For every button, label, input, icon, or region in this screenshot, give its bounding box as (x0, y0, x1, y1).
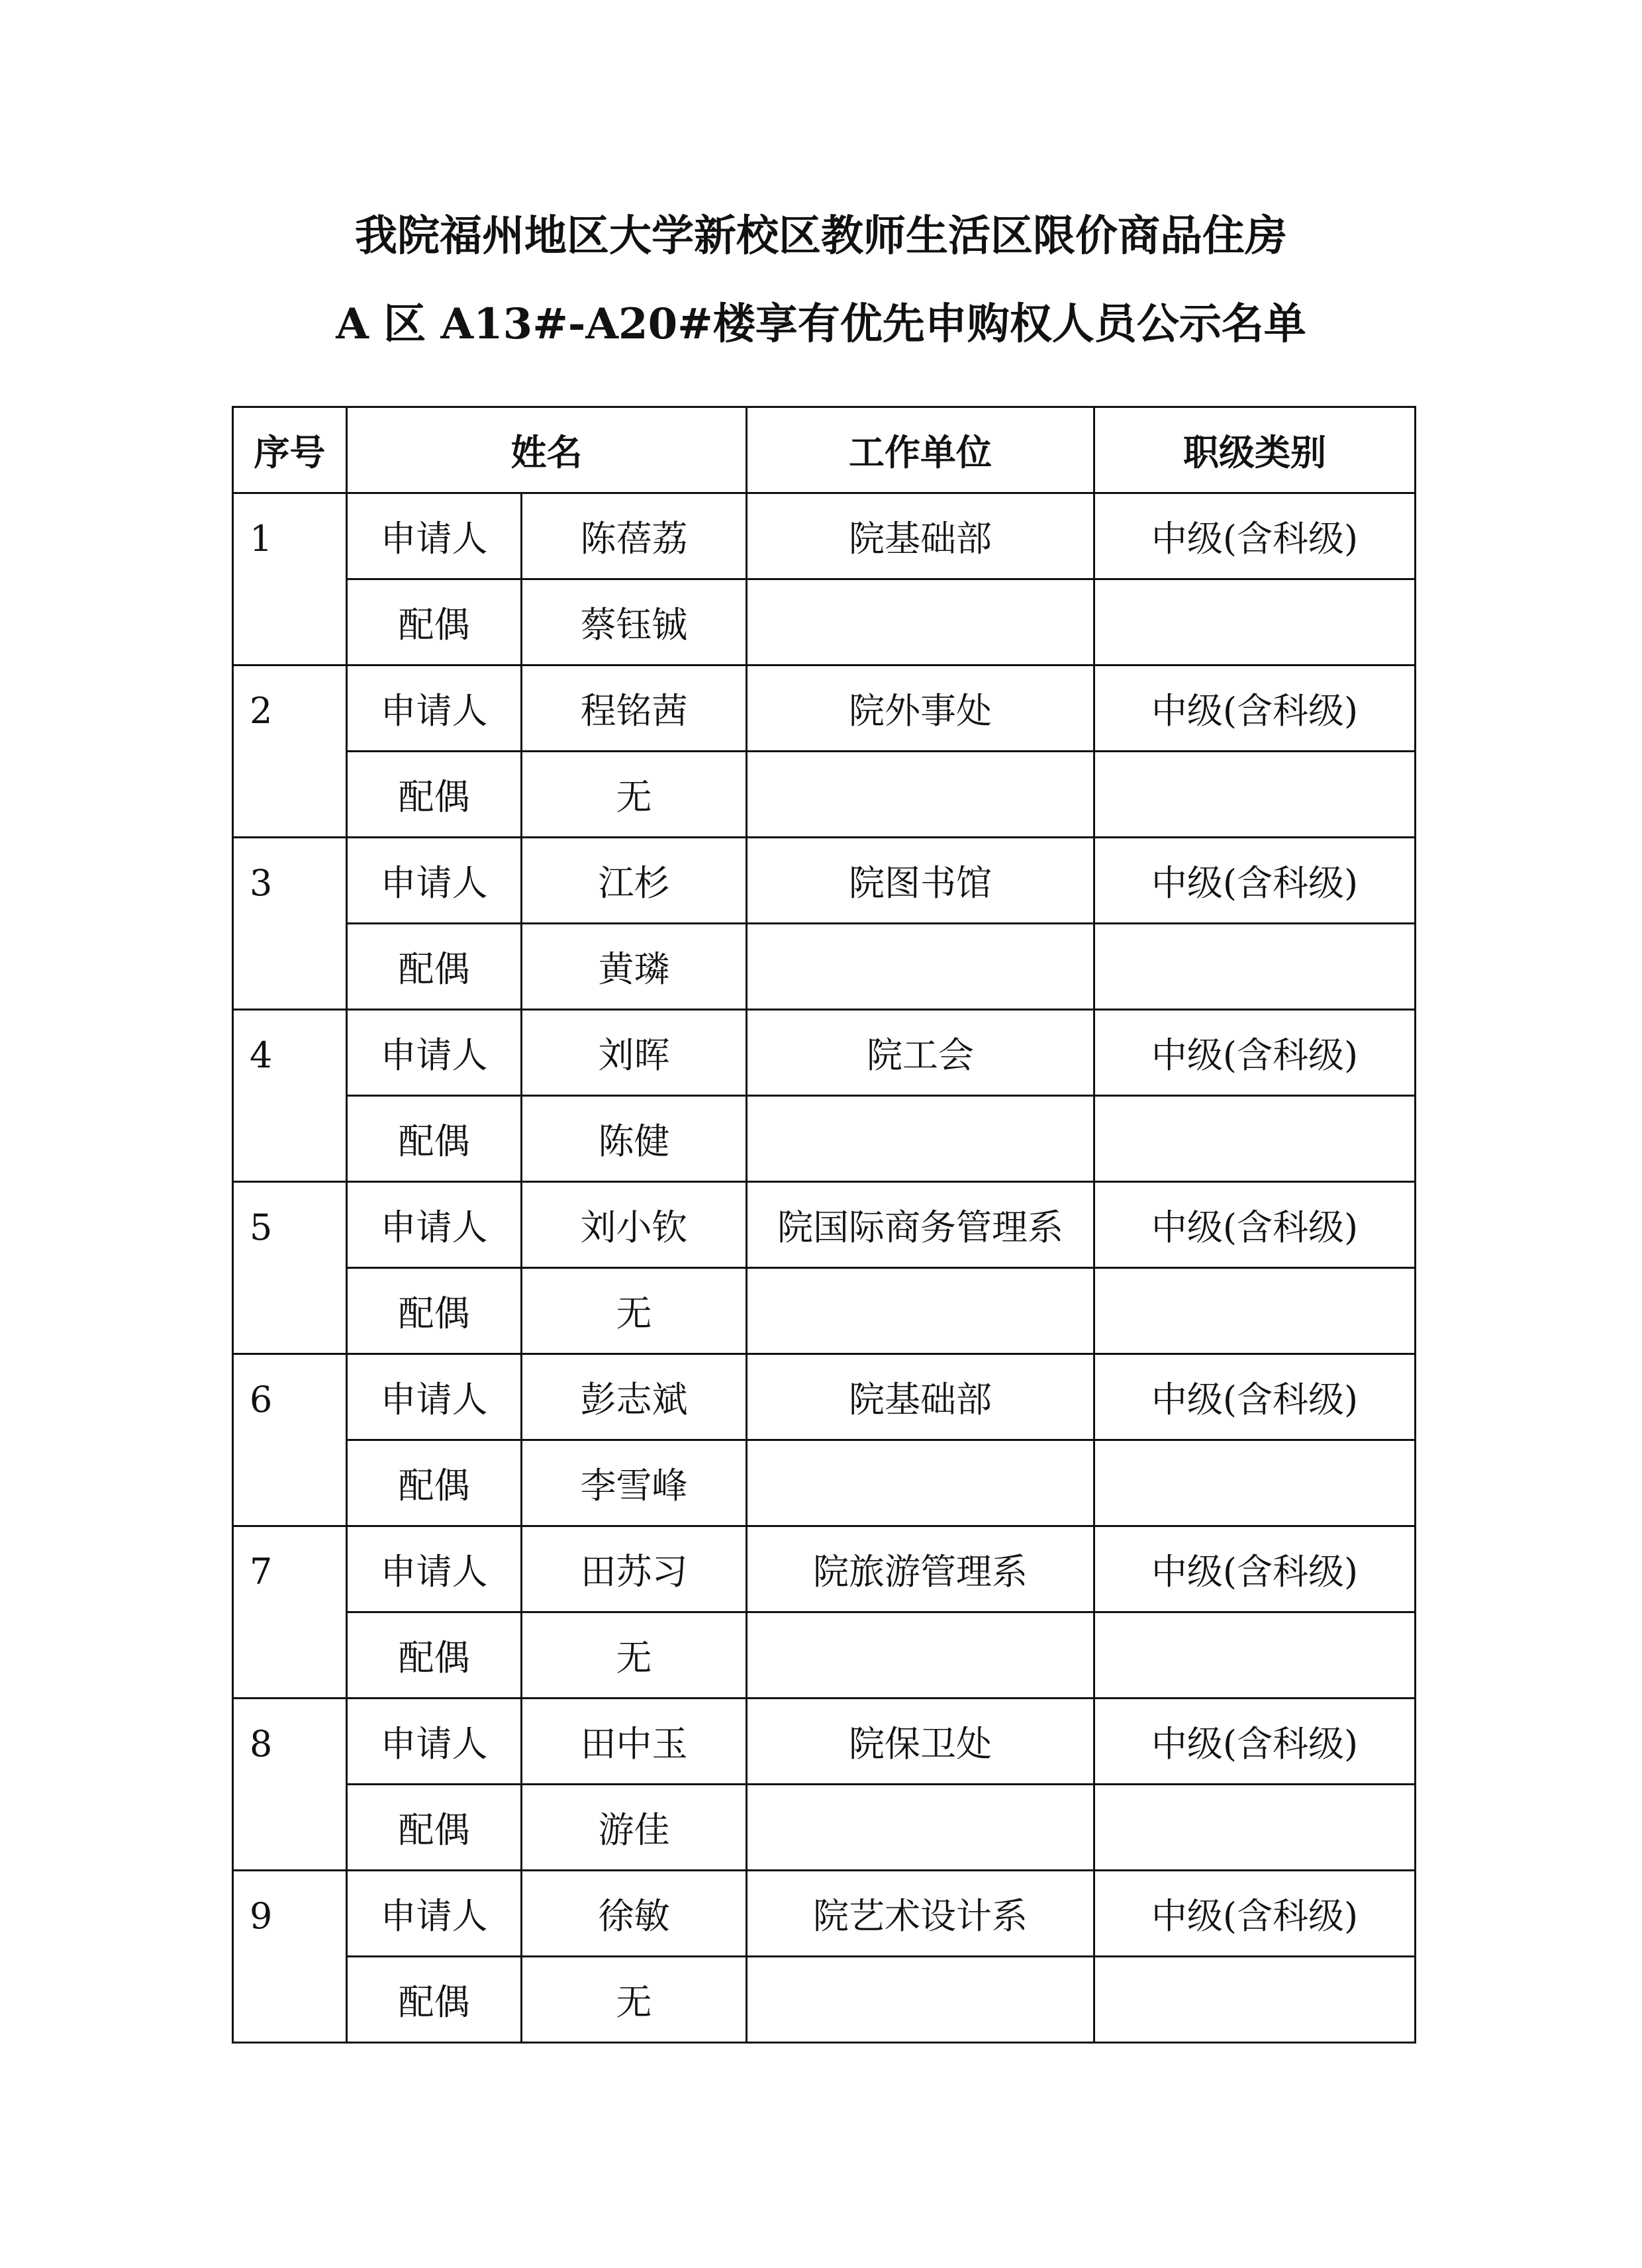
roster-body (233, 493, 1416, 2043)
table-row-applicant (233, 493, 1416, 579)
cell-seq: 9 (233, 1871, 347, 2043)
cell-applicant-name: 刘小钦 (522, 1182, 747, 1268)
cell-applicant-name: 陈蓓荔 (522, 493, 747, 579)
table-row-spouse (233, 1612, 1416, 1699)
cell-role-applicant: 申请人 (347, 493, 522, 579)
cell-spouse-rank-empty (1094, 1612, 1416, 1699)
cell-work-unit: 院基础部 (747, 1354, 1094, 1440)
cell-spouse-rank-empty (1094, 752, 1416, 838)
cell-applicant-name: 程铭茜 (522, 666, 747, 752)
cell-work-unit: 院保卫处 (747, 1699, 1094, 1785)
cell-role-spouse: 配偶 (347, 1096, 522, 1182)
cell-rank: 中级(含科级) (1094, 838, 1416, 924)
cell-applicant-name: 徐敏 (522, 1871, 747, 1957)
cell-role-applicant: 申请人 (347, 1182, 522, 1268)
cell-spouse-unit-empty (747, 1957, 1094, 2043)
cell-seq: 4 (233, 1010, 347, 1182)
cell-role-applicant: 申请人 (347, 1871, 522, 1957)
cell-applicant-name: 彭志斌 (522, 1354, 747, 1440)
cell-role-applicant: 申请人 (347, 838, 522, 924)
cell-rank: 中级(含科级) (1094, 1354, 1416, 1440)
cell-role-applicant: 申请人 (347, 1699, 522, 1785)
cell-seq: 8 (233, 1699, 347, 1871)
cell-role-spouse: 配偶 (347, 579, 522, 666)
cell-spouse-unit-empty (747, 752, 1094, 838)
cell-spouse-rank-empty (1094, 1268, 1416, 1354)
table-row-applicant (233, 1871, 1416, 1957)
cell-seq: 1 (233, 493, 347, 666)
cell-role-applicant: 申请人 (347, 666, 522, 752)
cell-rank: 中级(含科级) (1094, 1699, 1416, 1785)
header-seq: 序号 (233, 407, 347, 493)
table-row-spouse (233, 1957, 1416, 2043)
header-rank: 职级类别 (1094, 407, 1416, 493)
cell-spouse-rank-empty (1094, 1096, 1416, 1182)
document-title-line-1: 我院福州地区大学新校区教师生活区限价商品住房 (355, 211, 1287, 261)
cell-work-unit: 院旅游管理系 (747, 1526, 1094, 1612)
cell-seq: 3 (233, 838, 347, 1010)
cell-spouse-unit-empty (747, 1612, 1094, 1699)
table-row-spouse (233, 924, 1416, 1010)
cell-role-spouse: 配偶 (347, 752, 522, 838)
table-row-applicant (233, 1010, 1416, 1096)
cell-spouse-name: 蔡钰铖 (522, 579, 747, 666)
table-row-spouse (233, 1096, 1416, 1182)
header-name: 姓名 (347, 407, 747, 493)
cell-role-spouse: 配偶 (347, 1268, 522, 1354)
cell-spouse-name: 黄璘 (522, 924, 747, 1010)
cell-spouse-rank-empty (1094, 1440, 1416, 1526)
cell-spouse-rank-empty (1094, 924, 1416, 1010)
cell-role-spouse: 配偶 (347, 1957, 522, 2043)
cell-spouse-unit-empty (747, 924, 1094, 1010)
cell-spouse-name: 游佳 (522, 1785, 747, 1871)
cell-seq: 6 (233, 1354, 347, 1526)
table-row-spouse (233, 1785, 1416, 1871)
cell-rank: 中级(含科级) (1094, 1010, 1416, 1096)
table-row-applicant (233, 1182, 1416, 1268)
cell-spouse-rank-empty (1094, 579, 1416, 666)
cell-spouse-rank-empty (1094, 1957, 1416, 2043)
table-row-applicant (233, 838, 1416, 924)
cell-spouse-unit-empty (747, 579, 1094, 666)
table-row-applicant (233, 666, 1416, 752)
cell-work-unit: 院国际商务管理系 (747, 1182, 1094, 1268)
table-row-applicant (233, 1354, 1416, 1440)
cell-spouse-name: 无 (522, 1957, 747, 2043)
table-row-spouse (233, 1440, 1416, 1526)
cell-applicant-name: 田苏习 (522, 1526, 747, 1612)
cell-rank: 中级(含科级) (1094, 493, 1416, 579)
document-title-line-2: A 区 A13#-A20#楼享有优先申购权人员公示名单 (336, 299, 1306, 349)
table-row-applicant (233, 1699, 1416, 1785)
cell-rank: 中级(含科级) (1094, 1871, 1416, 1957)
cell-role-spouse: 配偶 (347, 924, 522, 1010)
cell-role-applicant: 申请人 (347, 1354, 522, 1440)
cell-applicant-name: 田中玉 (522, 1699, 747, 1785)
cell-applicant-name: 江杉 (522, 838, 747, 924)
cell-role-spouse: 配偶 (347, 1612, 522, 1699)
cell-work-unit: 院图书馆 (747, 838, 1094, 924)
cell-work-unit: 院工会 (747, 1010, 1094, 1096)
table-row-spouse (233, 579, 1416, 666)
cell-spouse-name: 无 (522, 1268, 747, 1354)
cell-spouse-unit-empty (747, 1785, 1094, 1871)
table-row-spouse (233, 1268, 1416, 1354)
cell-work-unit: 院基础部 (747, 493, 1094, 579)
cell-spouse-name: 李雪峰 (522, 1440, 747, 1526)
table-row-spouse (233, 752, 1416, 838)
table-header-row (233, 407, 1416, 493)
cell-spouse-name: 陈健 (522, 1096, 747, 1182)
table-row-applicant (233, 1526, 1416, 1612)
cell-spouse-name: 无 (522, 752, 747, 838)
cell-role-spouse: 配偶 (347, 1785, 522, 1871)
cell-work-unit: 院外事处 (747, 666, 1094, 752)
cell-seq: 7 (233, 1526, 347, 1699)
cell-seq: 2 (233, 666, 347, 838)
cell-applicant-name: 刘晖 (522, 1010, 747, 1096)
cell-seq: 5 (233, 1182, 347, 1354)
cell-role-spouse: 配偶 (347, 1440, 522, 1526)
cell-spouse-unit-empty (747, 1440, 1094, 1526)
header-unit: 工作单位 (747, 407, 1094, 493)
roster-table (232, 406, 1416, 2044)
cell-spouse-rank-empty (1094, 1785, 1416, 1871)
cell-role-applicant: 申请人 (347, 1526, 522, 1612)
cell-rank: 中级(含科级) (1094, 1182, 1416, 1268)
cell-work-unit: 院艺术设计系 (747, 1871, 1094, 1957)
cell-rank: 中级(含科级) (1094, 1526, 1416, 1612)
cell-spouse-unit-empty (747, 1096, 1094, 1182)
cell-spouse-unit-empty (747, 1268, 1094, 1354)
cell-spouse-name: 无 (522, 1612, 747, 1699)
cell-rank: 中级(含科级) (1094, 666, 1416, 752)
cell-role-applicant: 申请人 (347, 1010, 522, 1096)
